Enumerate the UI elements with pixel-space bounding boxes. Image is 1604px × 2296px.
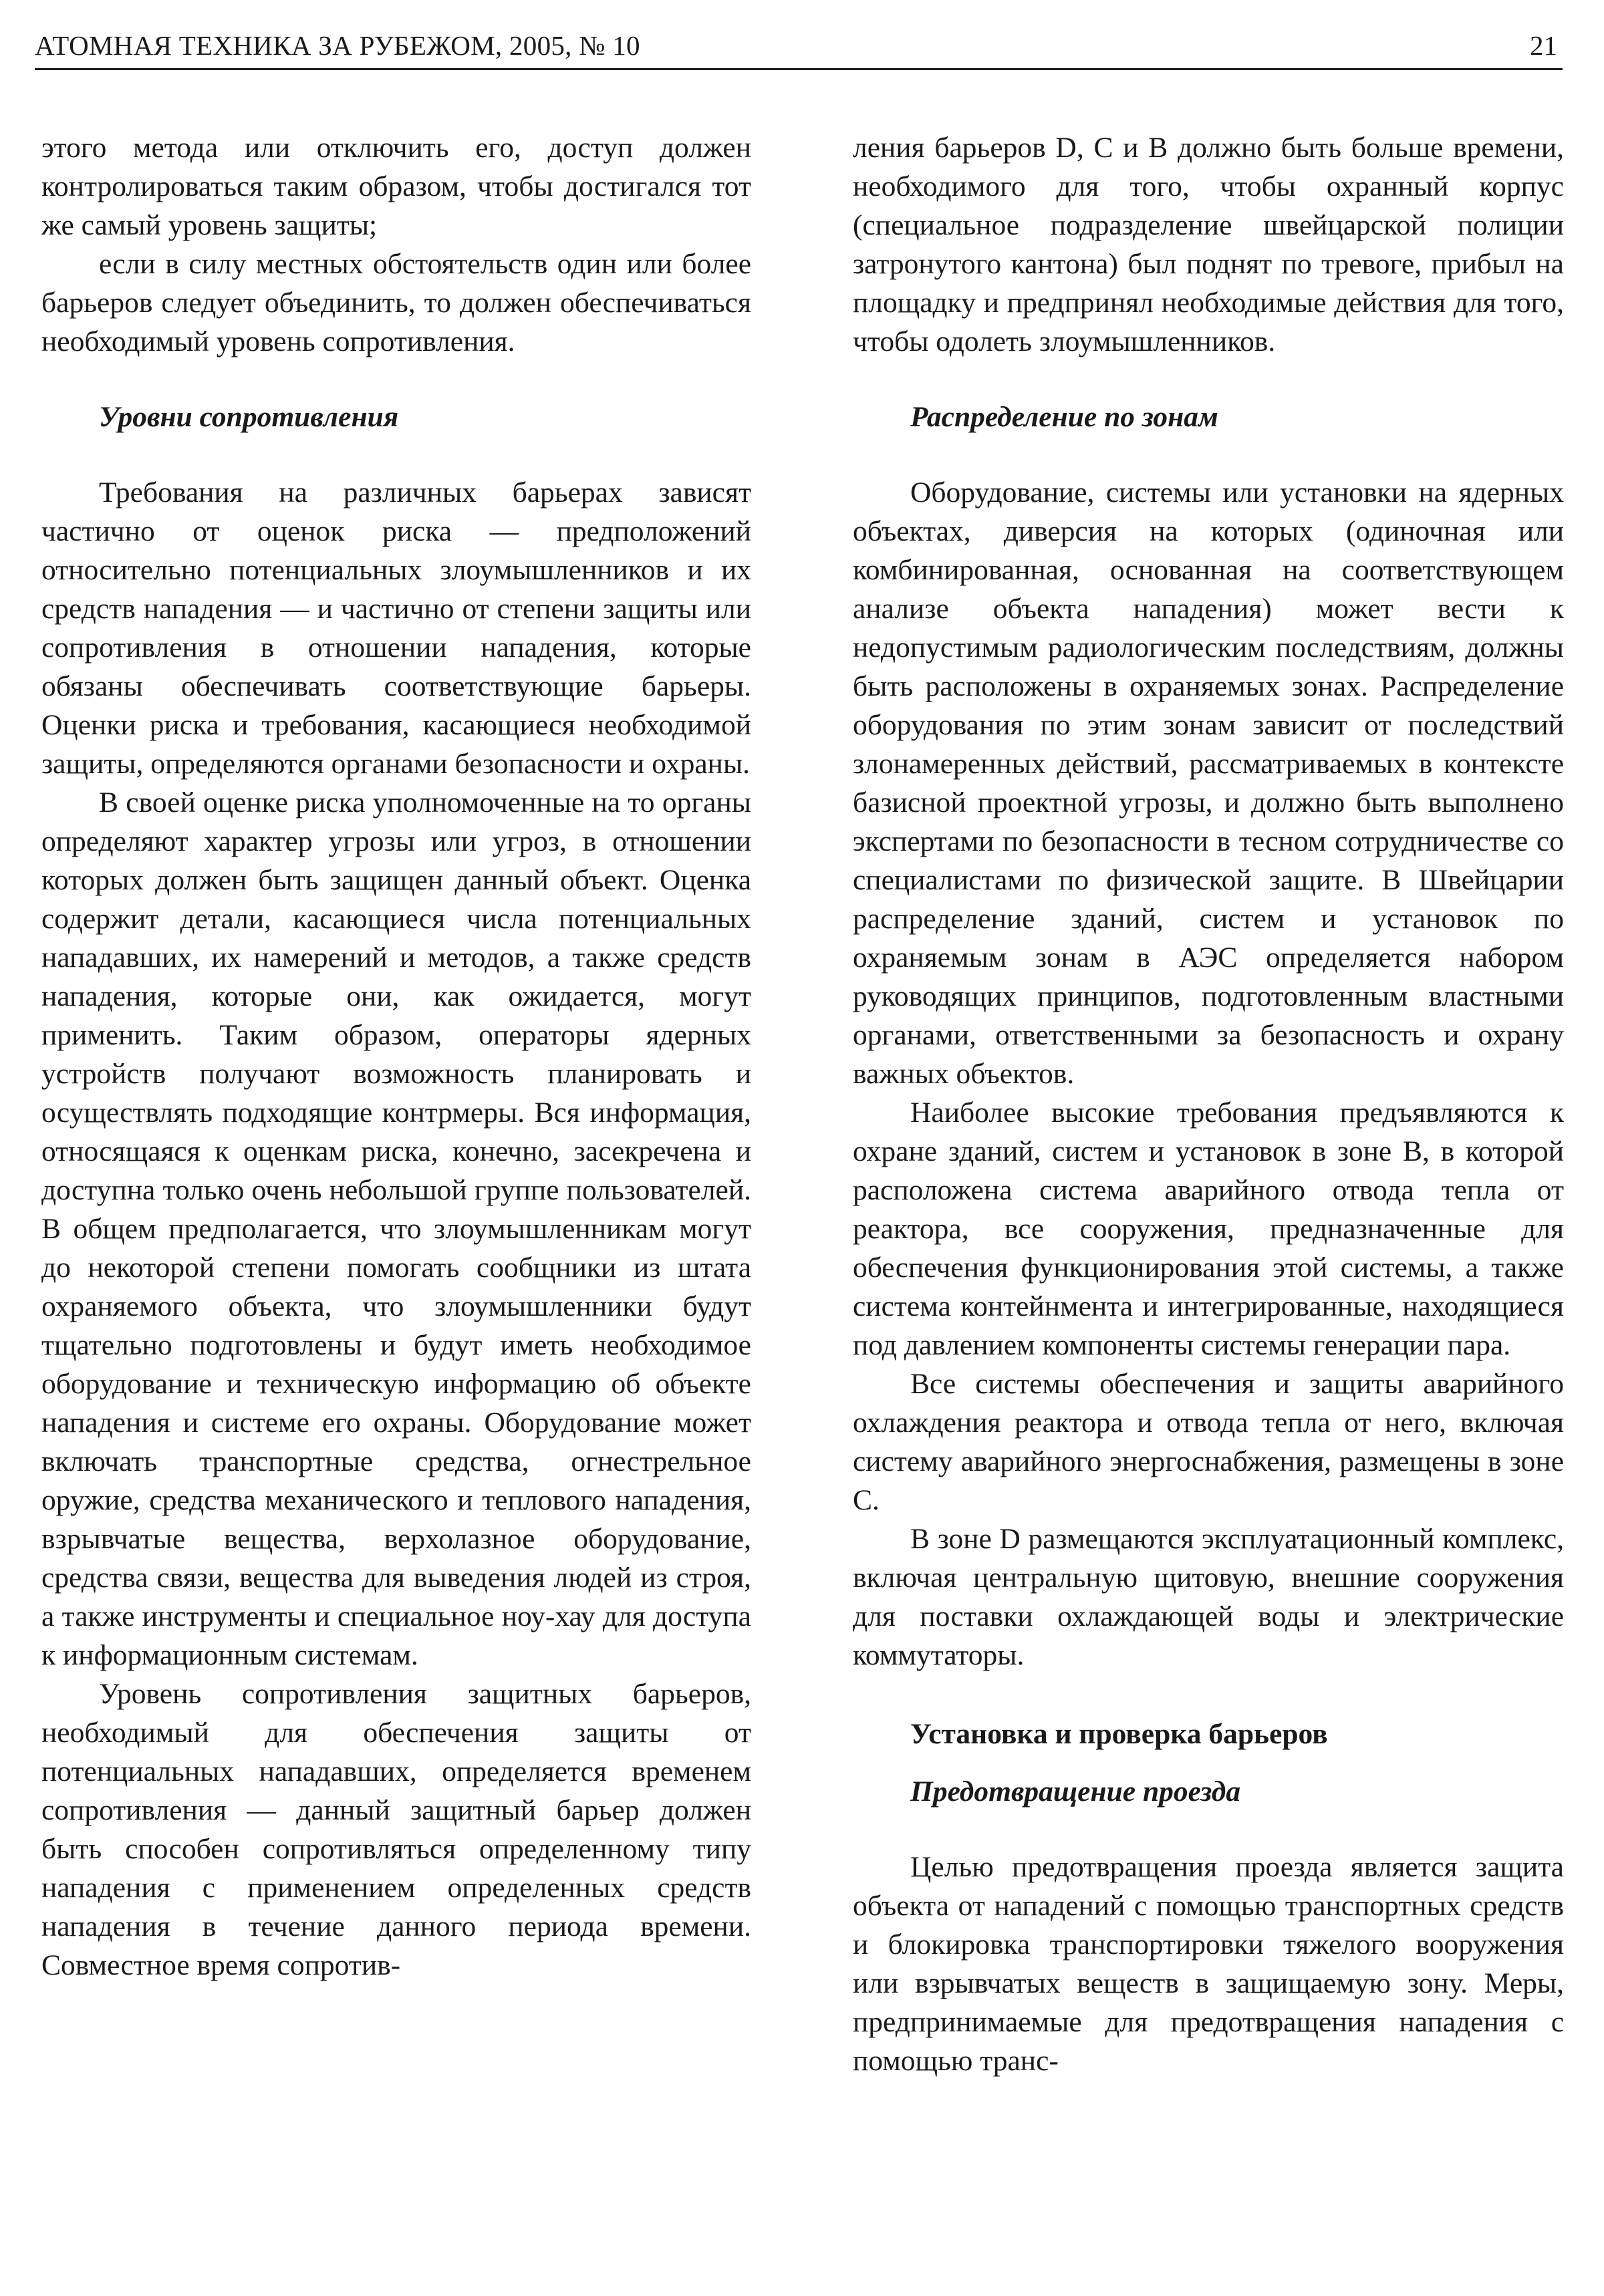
- page-number: 21: [1530, 30, 1557, 61]
- left-column: [41, 128, 751, 1985]
- subsection-heading: Предотвращение проезда: [910, 1775, 1241, 1808]
- paragraph: Оборудование, системы или установки на ядерных объектах, диверсия на которых (одиночная или комбинированная, основанная на соответствующем анализе объекта нападения) может вести к недопустимым радиологическим последствиям, должны быть расположены в охраняемых зонах. Распределение оборудования по этим зонам зависит от последствий злонамеренных действий, рассматриваемых в контексте базисной проектной угрозы, и должно быть выполнено экспертами по безопасности в тесном сотрудничестве со специалистами по физической защите. В Швейцарии распределение зданий, систем и установок по охраняемым зонам в АЭС определяется набором руководящих принципов, подготовленным властными органами, ответственными за безопасность и охрану важных объектов.: [853, 476, 1564, 1090]
- running-header: [35, 27, 1563, 70]
- paragraph: Требования на различных барьерах зависят частично от оценок риска — предположений относительно потенциальных злоумышленников и их средств нападения — и частично от степени защиты или сопротивления в отношении нападения, которые обязаны обеспечивать соответствующие барьеры. Оценки риска и требования, касающиеся необходимой защиты, определяются органами безопасности и охраны.: [41, 476, 751, 780]
- paragraph: В своей оценке риска уполномоченные на то органы определяют характер угрозы или угроз, в отношении которых должен быть защищен данный объект. Оценка содержит детали, касающиеся числа потенциальных нападавших, их намерений и методов, а также средств нападения, которые они, как ожидается, могут применить. Таким образом, операторы ядерных устройств получают возможность планировать и осуществлять подходящие контрмеры. Вся информация, относящаяся к оценкам риска, конечно, засекречена и доступна только очень небольшой группе пользователей. В общем предполагается, что злоумышленникам могут до некоторой степени помогать сообщники из штата охраняемого объекта, что злоумышленники будут тщательно подготовлены и будут иметь необходимое оборудование и техническую информацию об объекте нападения и системе его охраны. Оборудование может включать транспортные средства, огнестрельное оружие, средства механического и теплового нападения, взрывчатые вещества, верхолазное оборудование, средства связи, вещества для выведения людей из строя, а также инструменты и специальное ноу-хау для доступа к информационным системам.: [41, 786, 751, 1671]
- journal-title: АТОМНАЯ ТЕХНИКА ЗА РУБЕЖОМ, 2005, № 10: [35, 30, 640, 61]
- section-heading: Распределение по зонам: [910, 401, 1218, 433]
- paragraph: В зоне D размещаются эксплуатационный комплекс, включая центральную щитовую, внешние сооружения для поставки охлаждающей воды и электрические коммутаторы.: [853, 1523, 1564, 1671]
- paragraph: Уровень сопротивления защитных барьеров, необходимый для обеспечения защиты от потенциальных нападавших, определяется временем сопротивления — данный защитный барьер должен быть способен сопротивляться определенному типу нападения с применением определенных средств нападения в течение данного периода времени. Совместное время сопротив-: [41, 1678, 751, 1981]
- paragraph: если в силу местных обстоятельств один или более барьеров следует объединить, то должен обеспечиваться необходимый уровень сопротивления.: [41, 248, 751, 357]
- paragraph: этого метода или отключить его, доступ должен контролироваться таким образом, чтобы достигался тот же самый уровень защиты;: [41, 132, 751, 241]
- paragraph: Наиболее высокие требования предъявляются к охране зданий, систем и установок в зоне B, в которой расположена система аварийного отвода тепла от реактора, все сооружения, предназначенные для обеспечения функционирования этой системы, а также система контейнмента и интегрированные, находящиеся под давлением компоненты системы генерации пара.: [853, 1097, 1564, 1361]
- section-heading: Уровни сопротивления: [99, 401, 399, 433]
- right-column: [853, 128, 1564, 2080]
- section-heading: Установка и проверка барьеров: [910, 1718, 1328, 1750]
- paragraph: Все системы обеспечения и защиты аварийного охлаждения реактора и отвода тепла от него, включая систему аварийного энергоснабжения, размещены в зоне C.: [853, 1368, 1564, 1516]
- paragraph: ления барьеров D, C и B должно быть больше времени, необходимого для того, чтобы охранный корпус (специальное подразделение швейцарской полиции затронутого кантона) был поднят по тревоге, прибыл на площадку и предпринял необходимые действия для того, чтобы одолеть злоумышленников.: [853, 132, 1564, 357]
- paragraph: Целью предотвращения проезда является защита объекта от нападений с помощью транспортных средств и блокировка транспортировки тяжелого вооружения или взрывчатых веществ в защищаемую зону. Меры, предпринимаемые для предотвращения нападения с помощью транс-: [853, 1851, 1564, 2077]
